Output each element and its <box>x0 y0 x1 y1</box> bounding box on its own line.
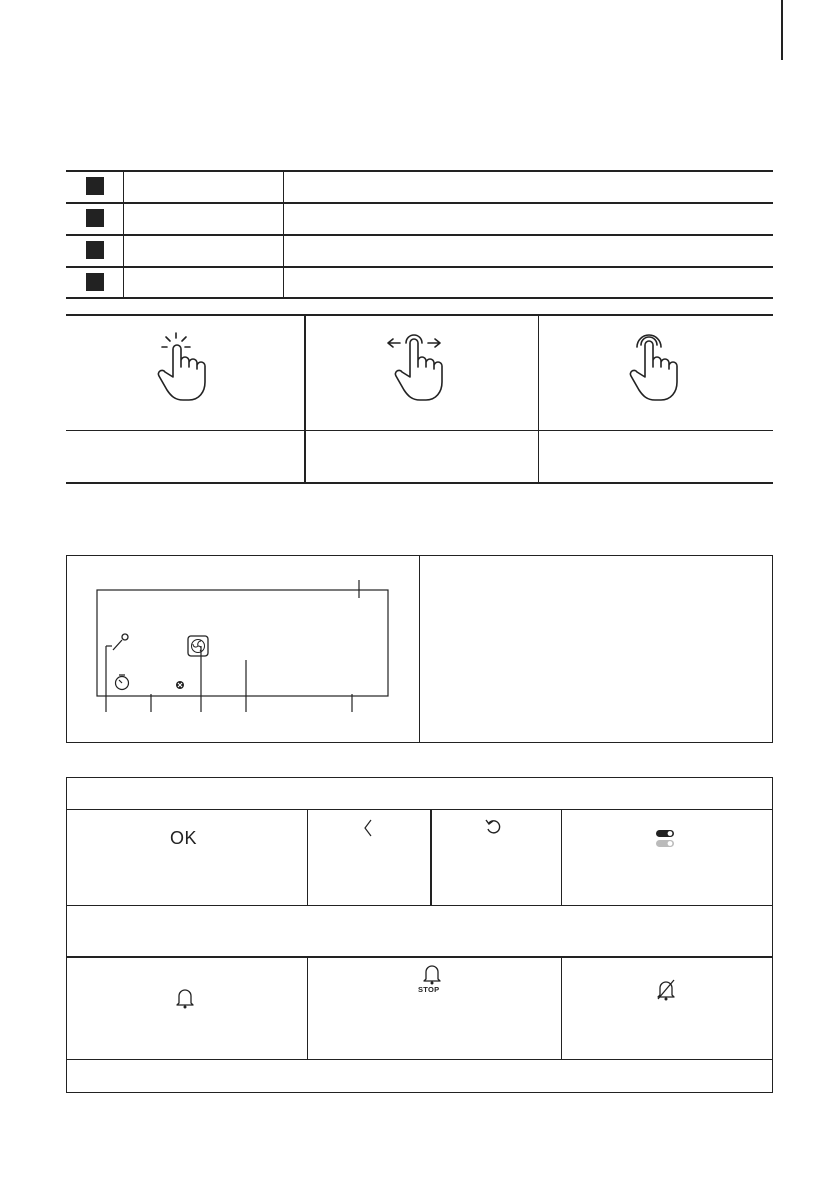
timer-icon <box>116 675 129 690</box>
crop-mark <box>781 0 783 60</box>
controls-table <box>66 777 773 1093</box>
fan-icon <box>188 636 208 656</box>
key-square-icon <box>86 241 104 259</box>
stop-label: STOP <box>418 985 440 994</box>
back-chevron-icon <box>363 819 373 837</box>
swipe-hand-icon <box>386 329 450 405</box>
key-square-icon <box>86 209 104 227</box>
press-hold-hand-icon <box>627 329 687 405</box>
core-probe-icon <box>113 634 128 650</box>
tap-hand-icon <box>152 327 212 405</box>
close-circle-icon <box>176 681 184 689</box>
bell-off-icon <box>655 979 677 1001</box>
undo-icon <box>485 818 503 836</box>
key-square-icon <box>86 273 104 291</box>
toggle-icon <box>655 829 675 849</box>
ok-icon: OK <box>170 828 198 848</box>
display-diagram <box>66 556 418 742</box>
bell-stop-icon <box>422 963 442 985</box>
bell-icon <box>175 987 195 1009</box>
key-square-icon <box>86 177 104 195</box>
